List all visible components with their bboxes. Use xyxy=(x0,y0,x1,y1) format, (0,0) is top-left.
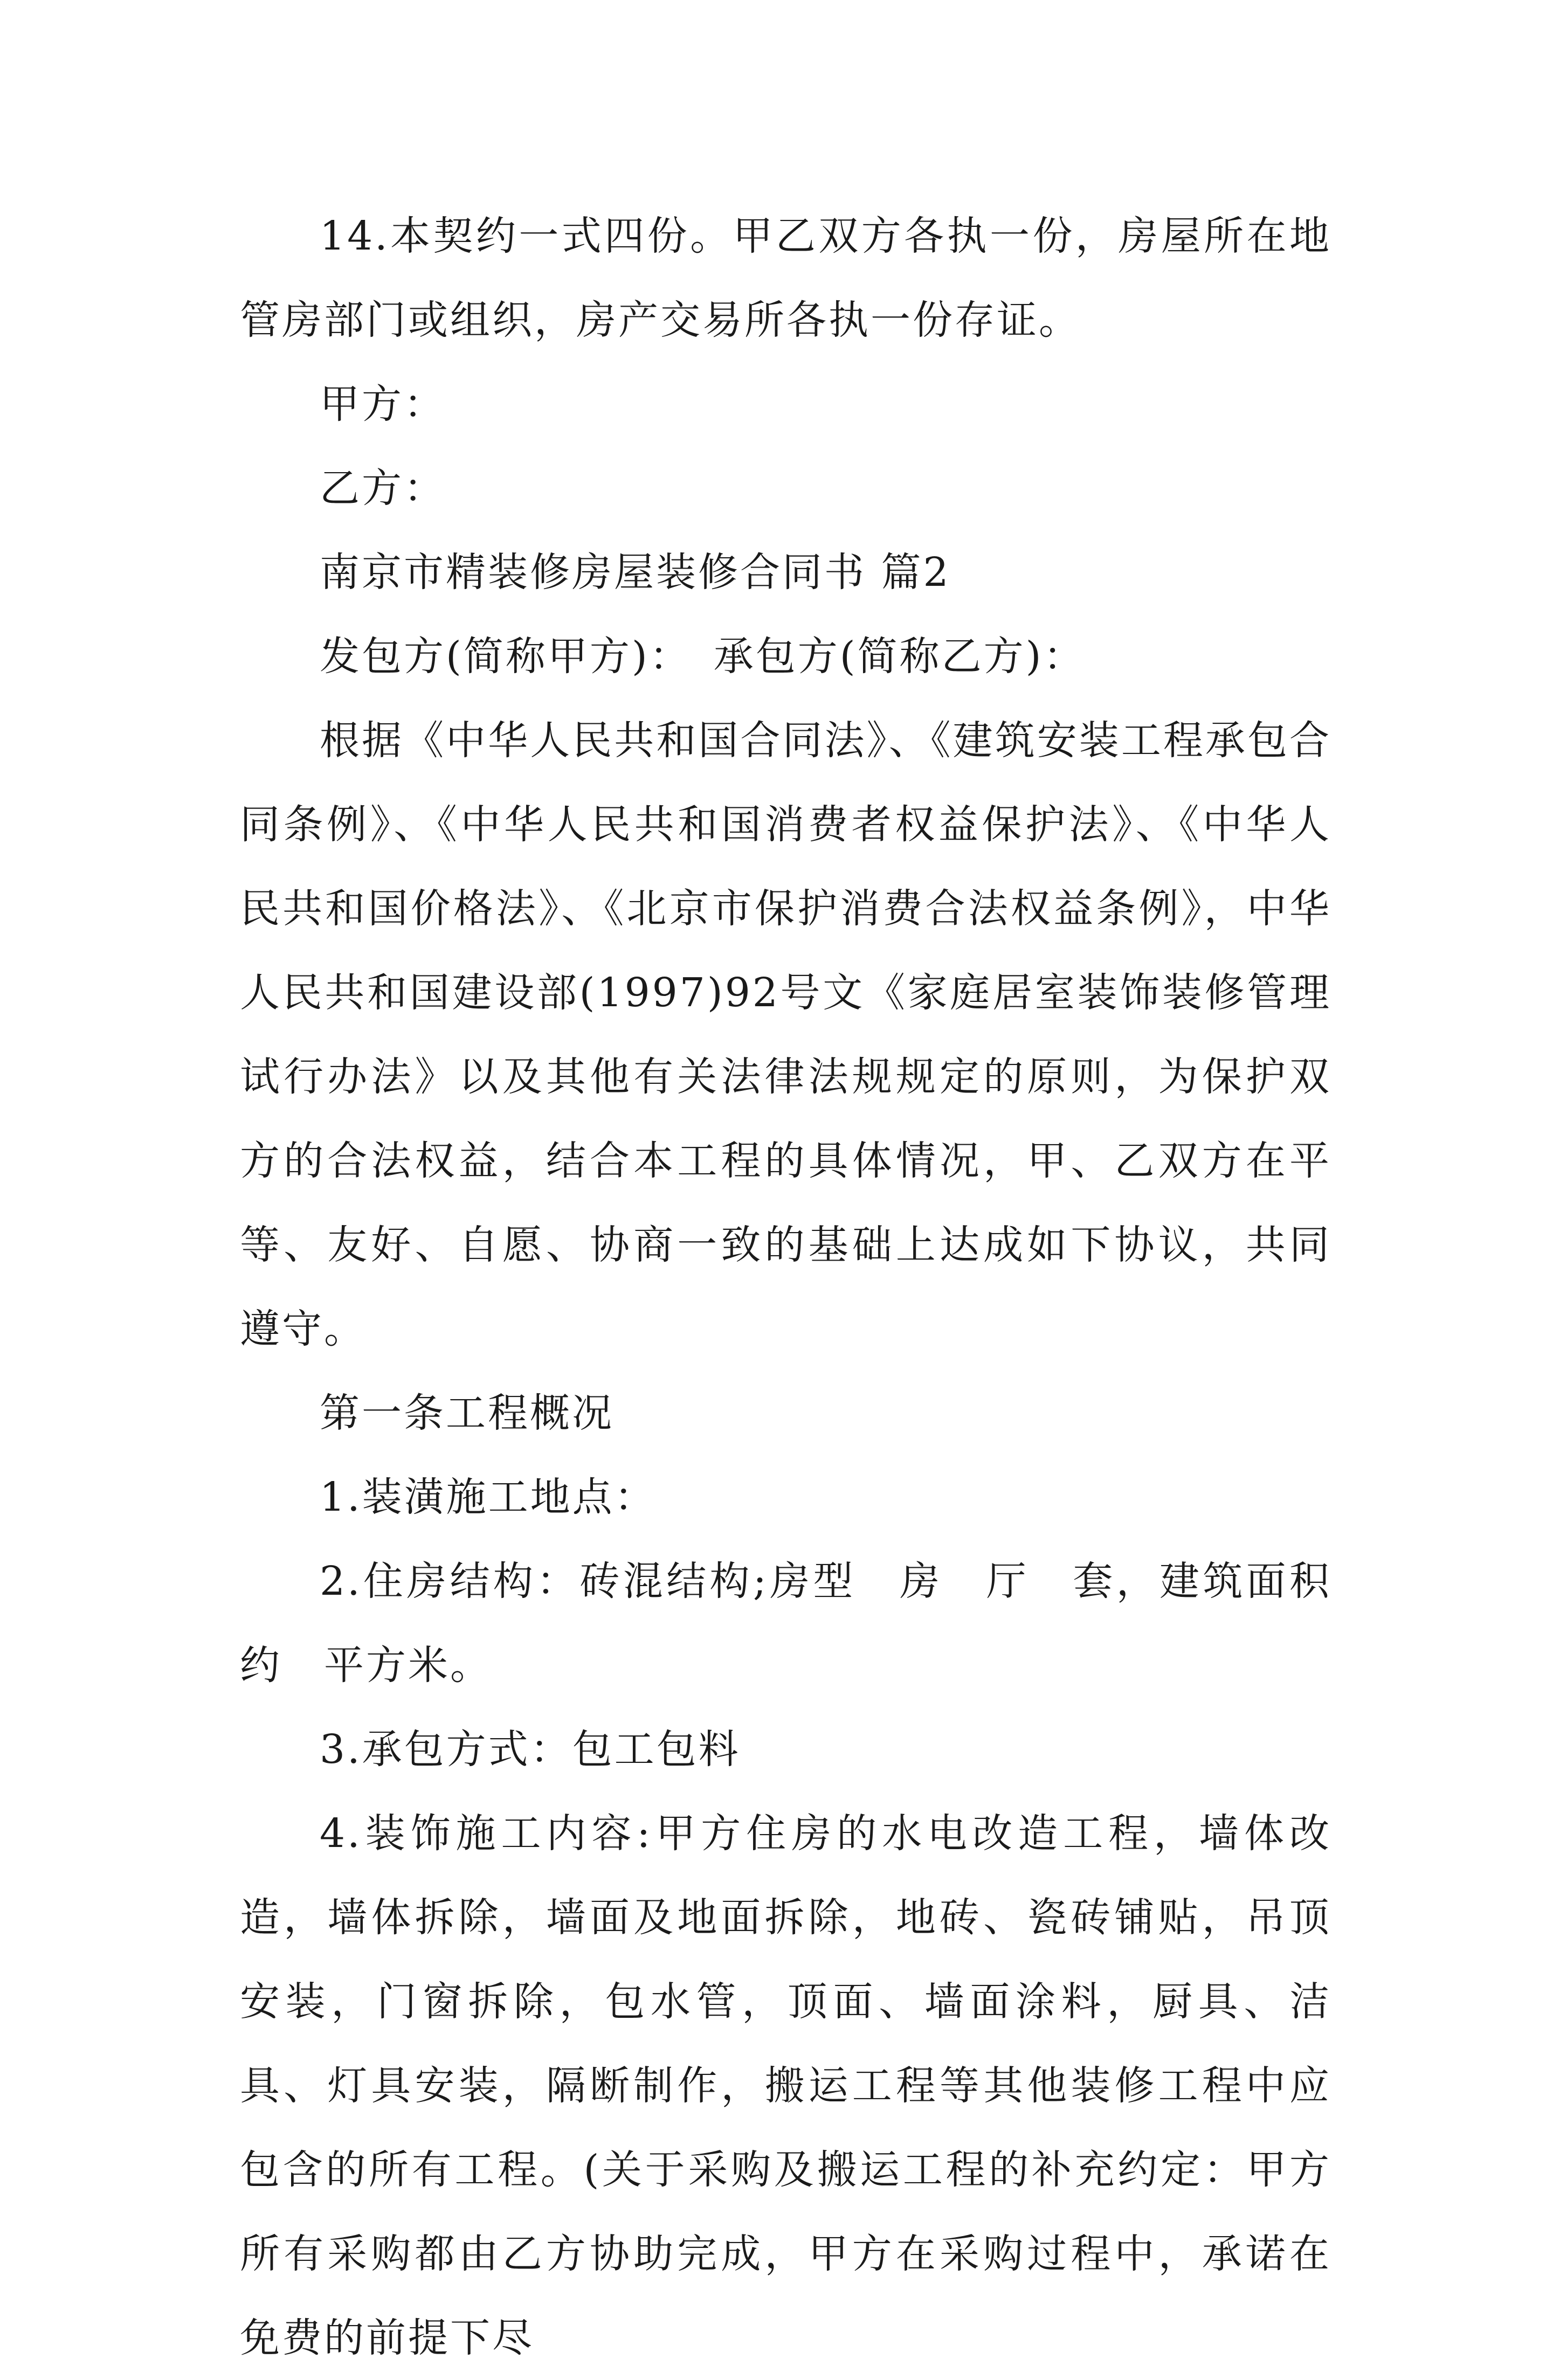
section-title: 南京市精装修房屋装修合同书 篇2 xyxy=(320,549,951,596)
preamble-paragraph: 根据《中华人民共和国合同法》、《建筑安装工程承包合同条例》、《中华人民共和国消费者权益保护法》、《中华人民共和国价格法》、《北京市保护消费合法权益条例》，中华人民共和国建设部(1997)92号文《家庭居室装饰装修管理试行办法》以及其他有关法律法规规定的原则，为保护双方的合法权益，结合本工程的具体情况，甲、乙双方在平等、友好、自愿、协商一致的基础上达成如下协议，共同遵守。 xyxy=(240,717,1331,1352)
parties-line: 发包方(简称甲方)： 承包方(简称乙方)： xyxy=(320,633,1086,680)
party-b-label: 乙方： xyxy=(320,465,446,511)
item-4-scope: 4.装饰施工内容:甲方住房的水电改造工程，墙体改造，墙体拆除，墙面及地面拆除，地砖、瓷砖铺贴，吊顶安装，门窗拆除，包水管，顶面、墙面涂料，厨具、洁具、灯具安装，隔断制作，搬运工程等其他装修工程中应包含的所有工程。(关于采购及搬运工程的补充约定：甲方所有采购都由乙方协助完成，甲方在采购过程中，承诺在免费的前提下尽 xyxy=(240,1810,1331,2361)
article-1-heading: 第一条工程概况 xyxy=(320,1390,614,1436)
party-a-label: 甲方： xyxy=(320,381,446,427)
document-body xyxy=(240,194,1331,2380)
item-2-structure: 2.住房结构：砖混结构;房型 房 厅 套，建筑面积约 平方米。 xyxy=(240,1558,1331,1689)
item-3-contract-mode: 3.承包方式：包工包料 xyxy=(320,1726,741,1773)
item-1-location: 1.装潢施工地点： xyxy=(320,1474,657,1520)
clause-14-paragraph: 14.本契约一式四份。甲乙双方各执一份，房屋所在地管房部门或组织，房产交易所各执一份存证。 xyxy=(240,213,1331,343)
